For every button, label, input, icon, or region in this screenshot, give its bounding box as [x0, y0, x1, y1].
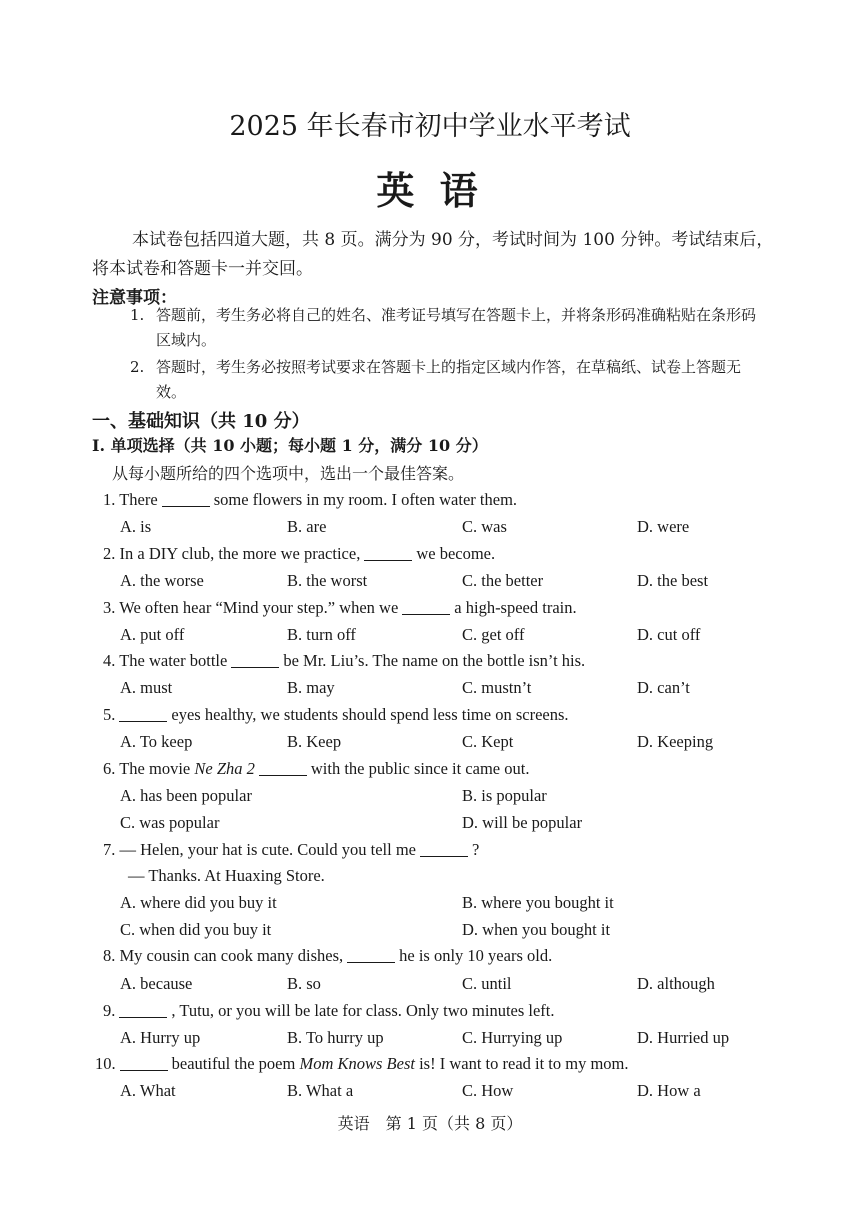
question-text-pre: The water bottle — [119, 651, 228, 670]
question-text-post: he is only 10 years old. — [399, 946, 553, 965]
option-c: C. was — [462, 517, 507, 536]
option-d: D. although — [637, 974, 715, 993]
option-d: D. How a — [637, 1081, 701, 1100]
option-c: C. Hurrying up — [462, 1028, 563, 1047]
poem-title: Mom Knows Best — [299, 1054, 415, 1073]
option-d: D. Keeping — [637, 732, 714, 751]
option-c: C. until — [462, 974, 512, 993]
option-b: B. To hurry up — [287, 1028, 384, 1047]
notice-item — [130, 303, 770, 353]
option-b: B. is popular — [462, 786, 547, 805]
answer-blank — [420, 855, 468, 857]
dialogue-reply: — Thanks. At Huaxing Store. — [128, 866, 325, 885]
option-c: C. Kept — [462, 732, 514, 751]
option-a: A. has been popular — [120, 786, 252, 805]
question-number: 3. — [103, 598, 116, 617]
option-b: B. What a — [287, 1081, 354, 1100]
option-d: D. the best — [637, 571, 709, 590]
option-a: A. To keep — [120, 732, 193, 751]
question-stem — [103, 705, 569, 725]
subject-title: 英 语 — [376, 168, 484, 213]
question-number: 4. — [103, 651, 116, 670]
question-text-pre: We often hear “Mind your step.” when we — [119, 598, 399, 617]
question-number: 8. — [103, 946, 116, 965]
question-number: 1. — [103, 490, 116, 509]
question-text-post: be Mr. Liu’s. The name on the bottle isn’t his. — [283, 651, 586, 670]
option-a: A. Hurry up — [120, 1028, 201, 1047]
option-c: C. the better — [462, 571, 544, 590]
question-stem — [103, 1001, 555, 1021]
question-stem — [103, 840, 479, 860]
section-heading: 一、基础知识（共 10 分） — [92, 411, 310, 432]
answer-blank — [119, 720, 167, 722]
option-c: C. was popular — [120, 813, 220, 832]
question-text-post: with the public since it came out. — [310, 759, 530, 778]
question-text-post: we become. — [416, 544, 496, 563]
notice-heading: 注意事项： — [92, 288, 177, 308]
question-stem — [103, 651, 585, 671]
exam-title: 2025 年长春市初中学业水平考试 — [229, 111, 631, 142]
question-number: 7. — [103, 840, 116, 859]
option-b: B. so — [287, 974, 321, 993]
question-number: 6. — [103, 759, 116, 778]
answer-blank — [120, 1069, 168, 1071]
option-a: A. is — [120, 517, 152, 536]
option-b: B. the worst — [287, 571, 368, 590]
option-b: B. where you bought it — [462, 893, 614, 912]
question-number: 9. — [103, 1001, 116, 1020]
option-b: B. may — [287, 678, 335, 697]
question-stem — [103, 490, 517, 510]
question-text-pre: The movie — [119, 759, 191, 778]
option-a: A. What — [120, 1081, 176, 1100]
question-text-pre: — Helen, your hat is cute. Could you tell me — [119, 840, 416, 859]
option-b: B. are — [287, 517, 327, 536]
option-d: D. Hurried up — [637, 1028, 730, 1047]
option-c: C. when did you buy it — [120, 920, 272, 939]
question-stem — [103, 759, 529, 779]
answer-blank — [402, 613, 450, 615]
directions: 从每小题所给的四个选项中，选出一个最佳答案。 — [112, 464, 465, 483]
notice-item — [130, 355, 770, 405]
option-d: D. were — [637, 517, 690, 536]
option-c: C. get off — [462, 625, 525, 644]
answer-blank — [162, 505, 210, 507]
option-d: D. will be popular — [462, 813, 583, 832]
option-b: B. Keep — [287, 732, 342, 751]
intro-paragraph: 本试卷包括四道大题，共 8 页。满分为 90 分，考试时间为 100 分钟。考试结束后，将本试卷和答题卡一并交回。 — [92, 230, 774, 279]
option-a: A. the worse — [120, 571, 204, 590]
question-text-post: some flowers in my room. I often water them. — [213, 490, 518, 509]
question-text-post: eyes healthy, we students should spend less time on screens. — [171, 705, 569, 724]
question-text-post: beautiful the poem — [171, 1054, 296, 1073]
answer-blank — [364, 559, 412, 561]
notice-item-number: 2. — [130, 358, 145, 376]
question-stem — [103, 598, 577, 618]
question-text-pre: There — [119, 490, 158, 509]
question-text-post: ? — [471, 840, 480, 859]
answer-blank — [347, 961, 395, 963]
option-d: D. can’t — [637, 678, 690, 697]
question-stem — [95, 1054, 629, 1074]
option-b: B. turn off — [287, 625, 356, 644]
question-number: 5. — [103, 705, 116, 724]
option-a: A. where did you buy it — [120, 893, 277, 912]
answer-blank — [119, 1016, 167, 1018]
page-footer: 英语 第 1 页（共 8 页） — [337, 1114, 523, 1133]
option-a: A. must — [120, 678, 173, 697]
option-a: A. because — [120, 974, 193, 993]
question-text-post2: is! I want to read it to my mom. — [419, 1054, 629, 1073]
question-text-pre: My cousin can cook many dishes, — [119, 946, 344, 965]
notice-item-number: 1. — [130, 306, 145, 324]
movie-title: Ne Zha 2 — [194, 759, 255, 778]
question-text-pre: In a DIY club, the more we practice, — [119, 544, 361, 563]
part-heading: I. 单项选择（共 10 小题；每小题 1 分，满分 10 分） — [92, 436, 488, 455]
question-number: 10. — [95, 1054, 116, 1073]
notice-item-text: 答题前，考生务必将自己的姓名、准考证号填写在答题卡上，并将条形码准确粘贴在条形码区域内。 — [156, 306, 757, 349]
notice-item-text: 答题时，考生务必按照考试要求在答题卡上的指定区域内作答，在草稿纸、试卷上答题无效。 — [156, 358, 742, 401]
question-number: 2. — [103, 544, 116, 563]
option-c: C. How — [462, 1081, 514, 1100]
question-text-post: , Tutu, or you will be late for class. Only two minutes left. — [171, 1001, 555, 1020]
option-d: D. cut off — [637, 625, 701, 644]
option-d: D. when you bought it — [462, 920, 611, 939]
option-a: A. put off — [120, 625, 185, 644]
answer-blank — [231, 666, 279, 668]
question-text-post: a high-speed train. — [454, 598, 577, 617]
option-c: C. mustn’t — [462, 678, 532, 697]
answer-blank — [259, 774, 307, 776]
question-stem — [103, 946, 552, 966]
question-stem — [103, 544, 495, 564]
